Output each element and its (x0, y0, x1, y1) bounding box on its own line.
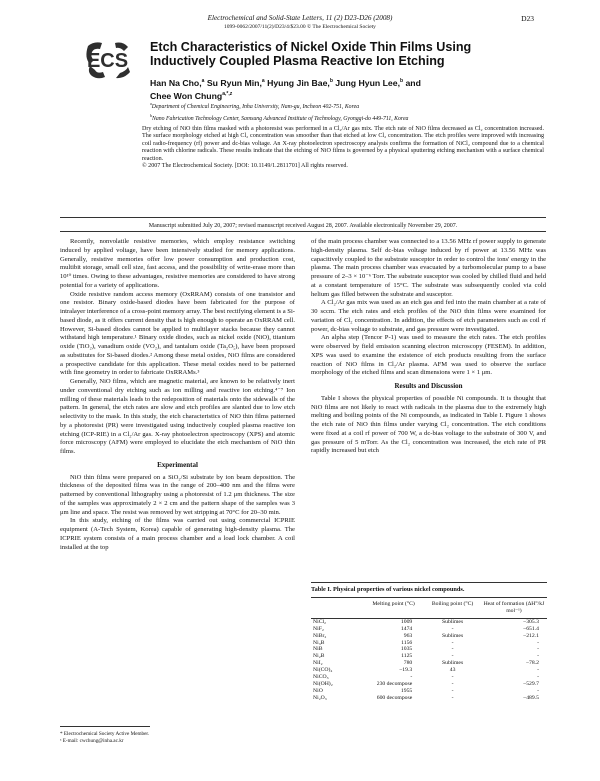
journal-header (0, 14, 600, 32)
table-row (311, 660, 547, 667)
table-caption: Table I. Physical properties of various nickel compounds. (311, 586, 465, 593)
body-paragraph: An alpha step (Tencor P-1) was used to measure the etch rates. The etch profiles were observed by field emission scanning electron microscopy (FESEM). In addition, XPS was used to examine the existence of etch products resulting from the surface reaction of NiO films in Cl₂/Ar plasma. AFM was used to observe the surface morphology of the etched films and scan dimensions were 1 × 1 μm. (311, 334, 546, 377)
table-cell-compound: Ni₂B (313, 653, 325, 660)
table-cell-boiling-point: - (451, 694, 454, 701)
table-cell-heat-of-formation: −212.1 (522, 632, 539, 639)
body-column-right (311, 238, 546, 456)
table-row (311, 674, 547, 681)
table-header-cell: Boiling point (°C) (431, 601, 474, 607)
author-affil-mark: a (261, 78, 265, 84)
table-cell-boiling-point: - (451, 653, 454, 660)
table-row (311, 667, 547, 674)
table-cell-heat-of-formation: - (537, 674, 539, 681)
author-name: Chee Won Chung (150, 91, 223, 102)
affiliation-text: Nano Fabrication Technology Center, Samsung Advanced Institute of Technology, Gyonggi-do 449-711, Korea (152, 115, 409, 122)
author-name: Han Na Cho, (150, 77, 202, 88)
table-cell-melting-point: 1035 (400, 646, 413, 653)
table-cell-compound: Ni₂O₃ (313, 694, 327, 701)
table-cell-melting-point: - (410, 674, 413, 681)
paper-title: Etch Characteristics of Nickel Oxide Thin Films Using Inductively Coupled Plasma Reactive Ion Etching (150, 40, 472, 69)
body-paragraph: Generally, NiO films, which are magnetic material, are known to be relatively inert under conventional dry etching such as ion milling and reactive ion etching.⁴⁻⁷ Ion milling of these materials leads to the redeposition of materials onto the sidewalls of the pattern. In general, the etch rates are slow and etch profiles are slanted due to low etch selectivity to the mask. In this study, the etch characteristics of NiO thin films patterned by a photoresist (PR) were investigated using inductively coupled plasma reactive ion etching (ICP-RIE) in a Cl₂/Ar gas. X-ray photoelectron spectroscopy (XPS) and atomic force microscopy (AFM) were employed to elucidate the etch mechanism of NiO thin films. (60, 378, 295, 455)
abstract-copyright: © 2007 The Electrochemical Society. [DOI: 10.1149/1.2811701] All rights reserved. (142, 163, 348, 170)
table-cell-compound: NiCl₂ (313, 618, 327, 625)
table-cell-compound: NiBr₂ (313, 632, 327, 639)
table-cell-heat-of-formation: −529.7 (522, 680, 539, 687)
affiliation (150, 100, 530, 112)
abstract (142, 126, 544, 170)
footnote: * Electrochemical Society Active Member. (60, 731, 150, 737)
table-cell-boiling-point: Sublimes (441, 632, 464, 639)
table-cell-boiling-point: - (451, 680, 454, 687)
table-cell-heat-of-formation: −78.2 (525, 660, 539, 667)
table-cell-boiling-point: Sublimes (441, 660, 464, 667)
journal-citation: Electrochemical and Solid-State Letters, 11 (2) D23-D26 (2008) (207, 14, 393, 22)
table-cell-melting-point: 963 (403, 632, 413, 639)
author-list (150, 76, 530, 103)
affiliation-text: Department of Chemical Engineering, Inha University, Nam-gu, Incheon 402-751, Korea (151, 103, 360, 110)
journal-doi-line: 1099-0062/2007/11(2)/D23/4/$23.00 © The Electrochemical Society (224, 24, 376, 30)
author-conjunction: and (403, 77, 421, 88)
table-cell-melting-point: 780 (403, 660, 413, 667)
table-cell-compound: Ni₃B (313, 639, 325, 646)
author-affil-mark: a (201, 78, 205, 84)
footnotes (60, 726, 295, 745)
table-cell-boiling-point: - (451, 625, 454, 632)
table-cell-boiling-point: - (451, 646, 454, 653)
table-cell-heat-of-formation: - (537, 687, 539, 694)
author-affil-mark: b (400, 78, 404, 84)
table-header-cell: Heat of formation (ΔH°/kJ mol⁻¹) (483, 601, 545, 614)
author-affil-mark: b (329, 78, 333, 84)
body-paragraph: Table I shows the physical properties of possible Ni compounds. It is thought that NiO films are not likely to react with radicals in the plasma due to the extremely high melting and boiling points of the Ni compounds, as indicated in Table I. Figure 1 shows the etch rate of NiO thin films under varying Cl₂ concentration. The etch conditions were fixed at a coil rf power of 700 W, a dc-bias voltage to the substrate of 300 V, and gas pressure of 5 mTorr. As the Cl₂ concentration was increased, the etch rate of PR rapidly increased but etch (311, 394, 546, 455)
table-cell-compound: Ni(CO)₄ (313, 667, 333, 674)
affiliation-mark: a (150, 101, 152, 106)
table-row (311, 688, 547, 695)
table-row (311, 646, 547, 653)
table-header-row (311, 598, 547, 618)
body-paragraph: Recently, nonvolatile resistive memories, which employ resistance switching induced by applied voltage, have been intensively studied for memory applications. Generally, resistive memories offer low power consumption and production cost, multibit storage, small cell size, fast access, and the possibility of write-erase more than 10¹⁰ times. Owing to these advantages, resistive memories are considered to have strong potential for a variety of applications. (60, 238, 295, 289)
ecs-logo-text: ECS (86, 50, 129, 72)
affiliation (150, 112, 530, 124)
table-cell-compound: NiI₂ (313, 660, 323, 667)
properties-table (311, 598, 547, 702)
table-cell-heat-of-formation: - (537, 639, 539, 646)
body-paragraph: Oxide resistive random access memory (OxRRAM) consists of one transistor and one resistor. Binary oxide-based diodes have been fabricated for the purpose of intralayer interference of a cross-point memory array. The best rectifying element is a Si-based diode, as it offers current density that is high enough to operate an OxRRAM cell. However, Si-based diodes cannot be applied to multilayer stacks because they cannot withstand high temperature.¹ Binary oxide diodes, such as nickel oxide (NiO), titanium oxide (TiO₂), vanadium oxide (VO₂), and tantalum oxide (Ta₂O₅), have been proposed as substitutes for Si-based diodes.² Among these metal oxides, NiO films are considered a prospective candidate for this application. These metal oxides need to be patterned with fine geometry in order to fabricate OxRRAMs.³ (60, 290, 295, 377)
table-cell-compound: Ni(OH)₂ (313, 680, 333, 687)
table-cell-melting-point: 1474 (400, 625, 413, 632)
table-cell-melting-point: 1009 (400, 618, 413, 625)
affiliations (150, 100, 530, 123)
table-cell-heat-of-formation: - (537, 653, 539, 660)
table-cell-compound: NiF₂ (313, 625, 324, 632)
footnote: ᶻ E-mail: cwchung@inha.ac.kr (60, 738, 124, 744)
table-cell-melting-point: 1125 (401, 653, 413, 660)
table-row (311, 640, 547, 647)
affiliation-mark: b (150, 112, 152, 118)
body-paragraph: A Cl₂/Ar gas mix was used as an etch gas and fed into the main chamber at a rate of 30 sccm. The etch rates and etch profiles of the NiO thin films were examined for variation of Cl₂ concentration. In addition, the effects of etch parameters such as coil rf power, dc-bias voltage to substrate, and gas pressure were investigated. (311, 299, 546, 333)
table-cell-boiling-point: 43 (449, 667, 456, 674)
table-row (311, 633, 547, 640)
section-heading-results: Results and Discussion (394, 382, 463, 390)
table-header-cell: Melting point (°C) (372, 601, 415, 607)
table-cell-melting-point: 1156 (401, 639, 413, 646)
table-cell-boiling-point: - (451, 674, 454, 681)
table-cell-melting-point: 230 decompose (376, 680, 413, 687)
table-row (311, 619, 547, 626)
table-cell-boiling-point: - (451, 639, 454, 646)
ecs-logo (84, 40, 131, 80)
table-physical-properties (311, 582, 547, 702)
table-row (311, 695, 547, 702)
table-rule-top (311, 582, 547, 583)
abstract-text: Dry etching of NiO thin films masked with a photoresist was performed in a Cl₂/Ar gas mix. The etch rate of NiO films decreased as Cl₂ concentration increased. The surface morphology etched at high Cl₂ concentration was smoother than that etched at low Cl₂ concentration. The etch profiles were improved with increasing coil radio-frequency (rf) power and dc-bias voltage. An X-ray photoelectron spectroscopy analysis confirms the formation of NiCl₂ compound due to a chemical reaction with chlorine radicals. These results indicate that the etching of NiO films is governed by a physical sputtering etching mechanism with a surface chemical reaction. (142, 126, 544, 162)
author-name: Hyung Jin Bae, (264, 77, 330, 88)
manuscript-dates: Manuscript submitted July 20, 2007; revised manuscript received August 28, 2007. Available electronically November 29, 2007. (148, 223, 458, 229)
table-cell-heat-of-formation: −305.3 (522, 618, 539, 625)
table-cell-boiling-point: - (451, 687, 454, 694)
table-cell-compound: NiB (313, 646, 323, 653)
body-paragraph: NiO thin films were prepared on a SiO₂/Si substrate by ion beam deposition. The thickness of the deposited films was in the range of 200–400 nm and the films were patterned by conventional lithography using a photoresist of 1.2 μm thickness. The size of the samples was approximately 2 × 2 cm and the pattern shape of the samples was 3 μm line and space. The resist was removed by wet stripping at 70°C for 20–30 min. (60, 473, 295, 516)
divider (60, 231, 546, 232)
table-cell-heat-of-formation: −651.4 (522, 625, 539, 632)
author-name: Su Ryun Min, (204, 77, 262, 88)
body-paragraph: of the main process chamber was connected to a 13.56 MHz rf power supply to generate high-density plasma. Self dc-bias voltage induced by rf power at 13.56 MHz was capacitively coupled to the substrate susceptor in order to control the ions' energy in the plasma. The main process chamber was evacuated by a turbomolecular pump to a base pressure of 2–3 × 10⁻⁶ Torr. The substrate susceptor was cooled by chilled fluid and held at a constant temperature of 15°C. The substrate was subsequently cooled via cold helium gas filled between the substrate and susceptor. (311, 238, 546, 298)
table-cell-melting-point: 1955 (400, 687, 413, 694)
table-header-cell (311, 598, 363, 618)
author-name: Jung Hyun Lee, (332, 77, 400, 88)
body-paragraph: In this study, etching of the films was carried out using commercial ICPRIE equipment (A-Tech System, Korea) capable of generating high-density plasma. The ICPRIE system consists of a main process chamber and a load lock chamber. A coil installed at the top (60, 517, 295, 551)
divider (60, 217, 546, 218)
author-affil-mark: a,*,z (222, 91, 233, 98)
table-cell-heat-of-formation: - (537, 667, 539, 674)
page-number: D23 (521, 14, 534, 23)
table-row (311, 653, 547, 660)
table-body (311, 619, 547, 702)
table-cell-compound: NiCO₃ (313, 674, 329, 681)
table-cell-melting-point: 600 decompose (376, 694, 413, 701)
table-row (311, 626, 547, 633)
table-cell-melting-point: −19.3 (399, 667, 413, 674)
body-column-left (60, 238, 295, 552)
table-row (311, 681, 547, 688)
section-heading-experimental: Experimental (157, 460, 198, 469)
footnote-rule (60, 726, 150, 727)
table-cell-heat-of-formation: −489.5 (522, 694, 539, 701)
table-cell-boiling-point: Sublimes (441, 618, 464, 625)
table-cell-compound: NiO (313, 687, 323, 694)
table-cell-heat-of-formation: - (537, 646, 539, 653)
